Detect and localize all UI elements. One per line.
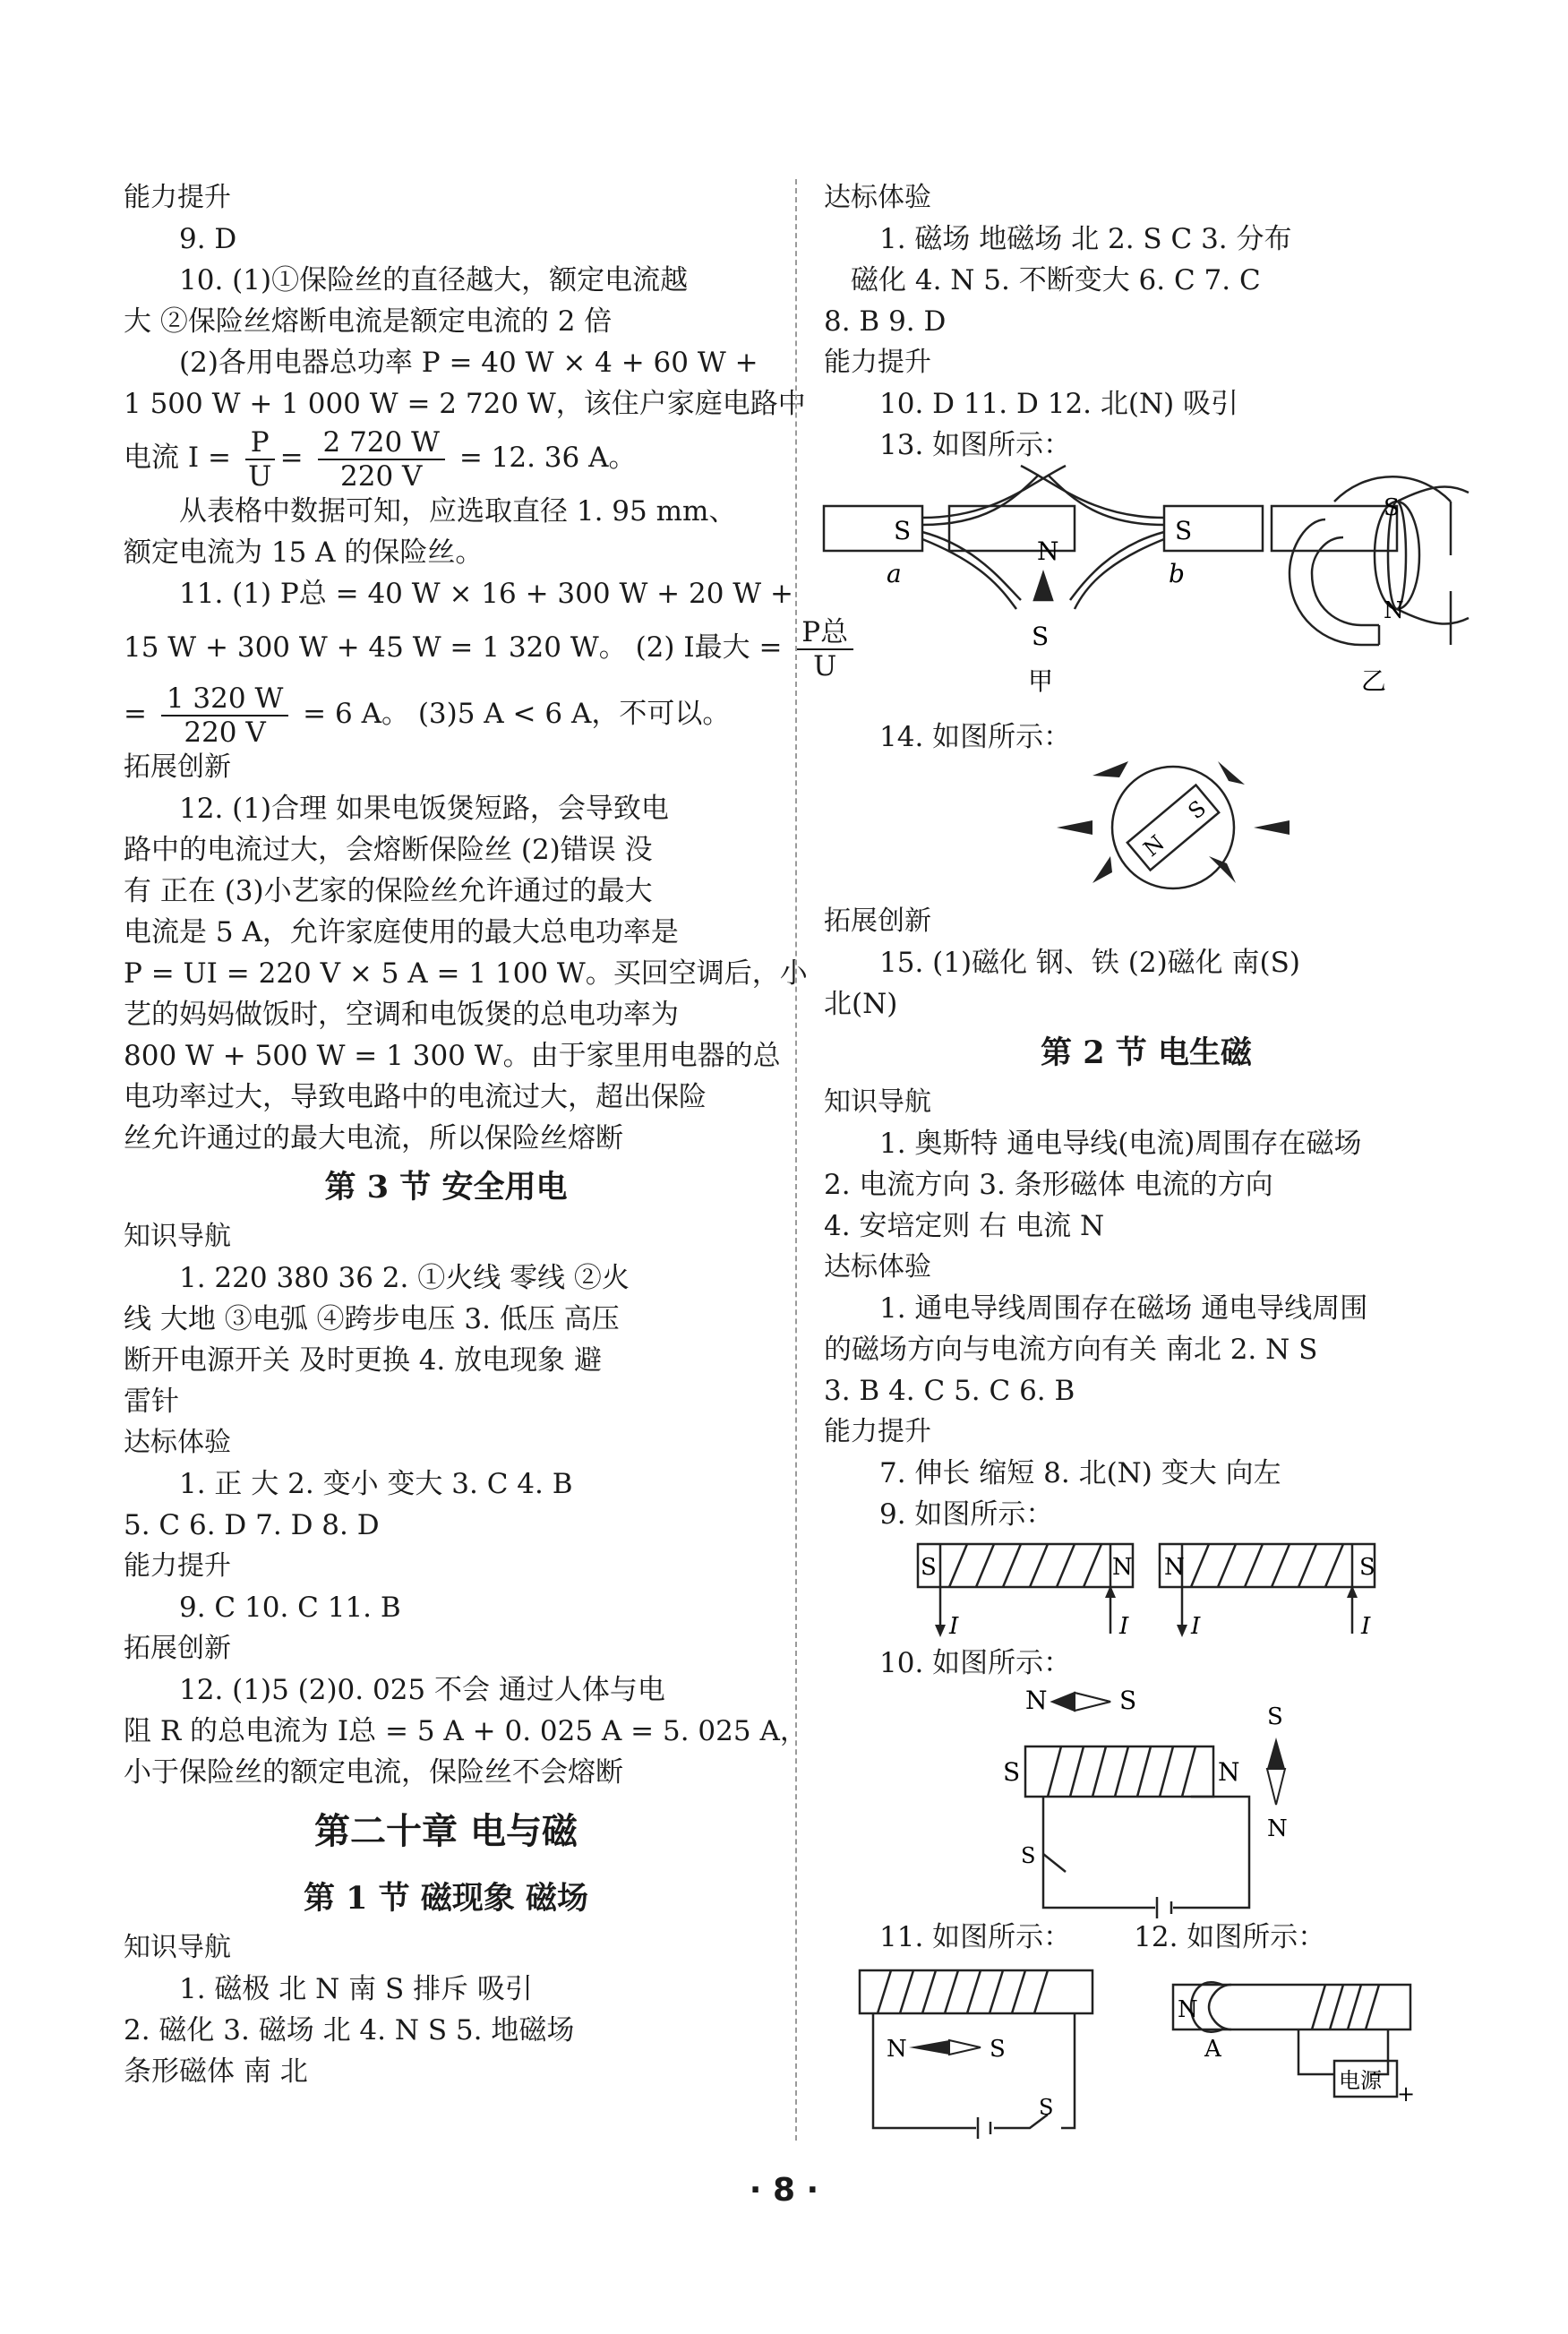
subsection-heading: 达标体验 xyxy=(824,1251,931,1283)
svg-text:N: N xyxy=(1138,830,1170,862)
figure-14 xyxy=(824,758,1469,901)
answer-line: 线 大地 ③电弧 ④跨步电压 3. 低压 高压 xyxy=(124,1303,620,1335)
svg-text:I: I xyxy=(1361,1613,1371,1640)
answer-line: 艺的妈妈做饭时，空调和电饭煲的总电功率为 xyxy=(124,999,679,1031)
right-column xyxy=(824,177,1469,2146)
answer-line: 电功率过大，导致电路中的电流过大，超出保险 xyxy=(124,1081,707,1113)
right-answers-block-1 xyxy=(824,177,1469,466)
column-divider xyxy=(795,179,797,2141)
subsection-heading: 达标体验 xyxy=(824,182,931,213)
svg-text:S: S xyxy=(1039,2095,1054,2120)
subsection-heading: 能力提升 xyxy=(124,182,231,213)
answer-line: 3. B 4. C 5. C 6. B xyxy=(824,1375,1075,1407)
answer-line: 800 W + 500 W = 1 300 W。由于家里用电器的总 xyxy=(124,1040,781,1072)
subsection-heading: 拓展创新 xyxy=(824,905,931,937)
svg-text:N: N xyxy=(1384,597,1404,624)
answer-line: 12. (1)5 (2)0. 025 不会 通过人体与电 xyxy=(179,1674,665,1706)
answer-line: 额定电流为 15 A 的保险丝。 xyxy=(124,536,484,569)
right-answers-block-3 xyxy=(824,1082,1469,1535)
svg-text:b: b xyxy=(1169,559,1185,588)
left-answers-block-4 xyxy=(124,1216,808,1793)
left-column xyxy=(124,177,849,2092)
svg-text:I: I xyxy=(1119,1613,1129,1640)
chapter-title: 第二十章 电与磁 xyxy=(314,1810,578,1852)
svg-text:N: N xyxy=(1218,1757,1240,1787)
answer-line: 1. 正 大 2. 变小 变大 3. C 4. B xyxy=(179,1468,573,1500)
subsection-heading: 达标体验 xyxy=(124,1427,231,1458)
svg-text:S: S xyxy=(921,1554,937,1581)
answer-line: 磁化 4. N 5. 不断变大 6. C 7. C xyxy=(851,264,1261,296)
q14-label: 14. 如图所示： xyxy=(879,721,1072,753)
answer-line: 10. D 11. D 12. 北(N) 吸引 xyxy=(879,388,1239,420)
answer-line: P = UI = 220 V × 5 A = 1 100 W。买回空调后，小 xyxy=(124,957,808,990)
q11-line-b: 15 W + 300 W + 45 W = 1 320 W。 (2) I最大 = $\frac{\text{P总}}{U}$ xyxy=(124,614,768,681)
q11-q12-labels: 11. 如图所示： 12. 如图所示： xyxy=(879,1921,1326,1953)
answer-line: 1 500 W + 1 000 W = 2 720 W，该住户家庭电路中 xyxy=(124,388,806,420)
figure-9 xyxy=(824,1535,1469,1643)
answer-line: 小于保险丝的额定电流，保险丝不会熔断 xyxy=(124,1756,623,1789)
answer-line: 4. 安培定则 右 电流 N xyxy=(824,1210,1105,1242)
section-title: 第 1 节 磁现象 磁场 xyxy=(303,1880,589,1917)
compass-magnet-diagram xyxy=(824,758,1469,901)
answer-line: 的磁场方向与电流方向有关 南北 2. N S xyxy=(824,1334,1318,1366)
svg-text:S: S xyxy=(1359,1554,1375,1581)
q10-label: 10. 如图所示： xyxy=(879,1647,1072,1679)
svg-text:S: S xyxy=(1003,1757,1021,1787)
answer-line: 12. (1)合理 如果电饭煲短路，会导致电 xyxy=(179,793,669,825)
label-jia: 甲 xyxy=(1028,666,1054,696)
answer-line: 15. (1)磁化 钢、铁 (2)磁化 南(S) xyxy=(879,947,1300,979)
figure-10 xyxy=(824,1684,1469,1917)
answer-line: 5. C 6. D 7. D 8. D xyxy=(124,1509,380,1541)
right-answers-block-2 xyxy=(824,901,1469,1025)
svg-text:S: S xyxy=(1183,795,1212,825)
svg-text:S: S xyxy=(1175,516,1193,545)
q11-line-a: 11. (1) P总 = 40 W × 16 + 300 W + 20 W + xyxy=(179,578,793,610)
svg-text:S: S xyxy=(1384,494,1400,521)
answer-line: 大 ②保险丝熔断电流是额定电流的 2 倍 xyxy=(124,305,613,338)
svg-text:N: N xyxy=(887,2036,907,2063)
answer-line: 有 正在 (3)小艺家的保险丝允许通过的最大 xyxy=(124,875,653,907)
svg-text:a: a xyxy=(887,559,902,588)
solenoid-current-diagram xyxy=(824,1535,1469,1643)
left-answers-block-2 xyxy=(124,491,768,573)
frac-den: U xyxy=(248,459,272,493)
answer-line: 电流是 5 A，允许家庭使用的最大总电功率是 xyxy=(124,916,679,948)
answer-line: 1. 通电导线周围存在磁场 通电导线周围 xyxy=(879,1292,1368,1325)
answer-line: 9. 如图所示： xyxy=(879,1498,1054,1531)
svg-text:N: N xyxy=(1164,1554,1185,1581)
svg-text:S: S xyxy=(1119,1686,1137,1715)
section-title: 第 2 节 电生磁 xyxy=(1041,1034,1252,1071)
current-formula: 电流 I = $\frac{P}{U}$ = $\frac{2 720 W}{220 V}$ = 12. 36 A。 xyxy=(124,425,637,493)
svg-text:N: N xyxy=(1267,1815,1288,1842)
answer-line: 雷针 xyxy=(124,1386,179,1418)
answer-line: 2. 电流方向 3. 条形磁体 电流的方向 xyxy=(824,1169,1273,1201)
svg-text:+: + xyxy=(1397,2081,1416,2107)
svg-text:N: N xyxy=(1178,1996,1198,2023)
svg-text:A: A xyxy=(1204,2036,1221,2063)
answer-line: 1. 奥斯特 通电导线(电流)周围存在磁场 xyxy=(879,1128,1362,1160)
answer-line: 1. 磁场 地磁场 北 2. S C 3. 分布 xyxy=(879,223,1292,255)
subsection-heading: 拓展创新 xyxy=(124,1633,231,1664)
svg-text:I: I xyxy=(949,1613,959,1640)
figure-13 xyxy=(824,466,1469,717)
svg-text:S: S xyxy=(990,2036,1006,2063)
answer-line: 丝允许通过的最大电流，所以保险丝熔断 xyxy=(124,1122,623,1154)
subsection-heading: 能力提升 xyxy=(824,1416,931,1447)
solenoid-diagrams-11-12 xyxy=(824,1958,1469,2146)
subsection-heading: 拓展创新 xyxy=(124,751,231,783)
frac-den: 220 V xyxy=(340,459,423,493)
svg-text:N: N xyxy=(1037,536,1059,566)
figure-11-12 xyxy=(824,1958,1469,2146)
subsection-heading: 能力提升 xyxy=(824,347,931,378)
page-number: · 8 · xyxy=(749,2172,819,2209)
left-answers-block-5 xyxy=(124,1927,768,2092)
label-yi: 乙 xyxy=(1361,666,1387,696)
svg-text:S: S xyxy=(894,516,912,545)
frac-num: 2 720 W xyxy=(318,426,445,460)
answer-line: 从表格中数据可知，应选取直径 1. 95 mm、 xyxy=(179,495,737,528)
svg-text:S: S xyxy=(1032,622,1050,651)
answer-line: 10. (1)①保险丝的直径越大，额定电流越 xyxy=(179,264,689,296)
subsection-heading: 知识导航 xyxy=(824,1086,931,1118)
power-label: 电源 xyxy=(1339,2068,1382,2093)
svg-text:N: N xyxy=(1025,1686,1048,1715)
subsection-heading: 知识导航 xyxy=(124,1932,231,1963)
answer-line: 8. B 9. D xyxy=(824,305,947,338)
svg-text:N: N xyxy=(1112,1554,1133,1581)
answer-line: 9. C 10. C 11. B xyxy=(179,1592,401,1624)
answer-line: 阻 R 的总电流为 I总 = 5 A + 0. 025 A = 5. 025 A， xyxy=(124,1715,808,1747)
answer-line: 1. 磁极 北 N 南 S 排斥 吸引 xyxy=(179,1973,533,2005)
subsection-heading: 能力提升 xyxy=(124,1550,231,1582)
section-title: 第 3 节 安全用电 xyxy=(324,1169,568,1206)
answer-line: 条形磁体 南 北 xyxy=(124,2055,308,2088)
left-answers-block-3 xyxy=(124,747,808,1159)
answer-line: 断开电源开关 及时更换 4. 放电现象 避 xyxy=(124,1344,602,1377)
answer-line: 9. D xyxy=(179,223,237,255)
answer-line: 北(N) xyxy=(824,988,898,1020)
answer-line: 路中的电流过大，会熔断保险丝 (2)错误 没 xyxy=(124,834,653,866)
answer-line: 2. 磁化 3. 磁场 北 4. N S 5. 地磁场 xyxy=(124,2014,575,2047)
answer-line: 13. 如图所示： xyxy=(879,429,1072,461)
left-answers-block-1 xyxy=(124,177,806,425)
q11-line-c: = $\frac{1 320 W}{220 V}$ = 6 A。 (3)5 A < 6 A，不可以。 xyxy=(124,682,731,749)
magnet-field-diagram xyxy=(824,466,1469,717)
answer-line: 7. 伸长 缩短 8. 北(N) 变大 向左 xyxy=(879,1457,1281,1489)
solenoid-circuit-diagram xyxy=(824,1684,1469,1917)
answer-line: 1. 220 380 36 2. ①火线 零线 ②火 xyxy=(179,1262,630,1294)
svg-text:S: S xyxy=(1021,1843,1036,1868)
answer-line: (2)各用电器总功率 P = 40 W × 4 + 60 W + xyxy=(179,347,758,379)
svg-text:S: S xyxy=(1267,1703,1283,1730)
frac-num: P xyxy=(245,426,275,460)
svg-text:I: I xyxy=(1191,1613,1201,1640)
subsection-heading: 知识导航 xyxy=(124,1221,231,1252)
